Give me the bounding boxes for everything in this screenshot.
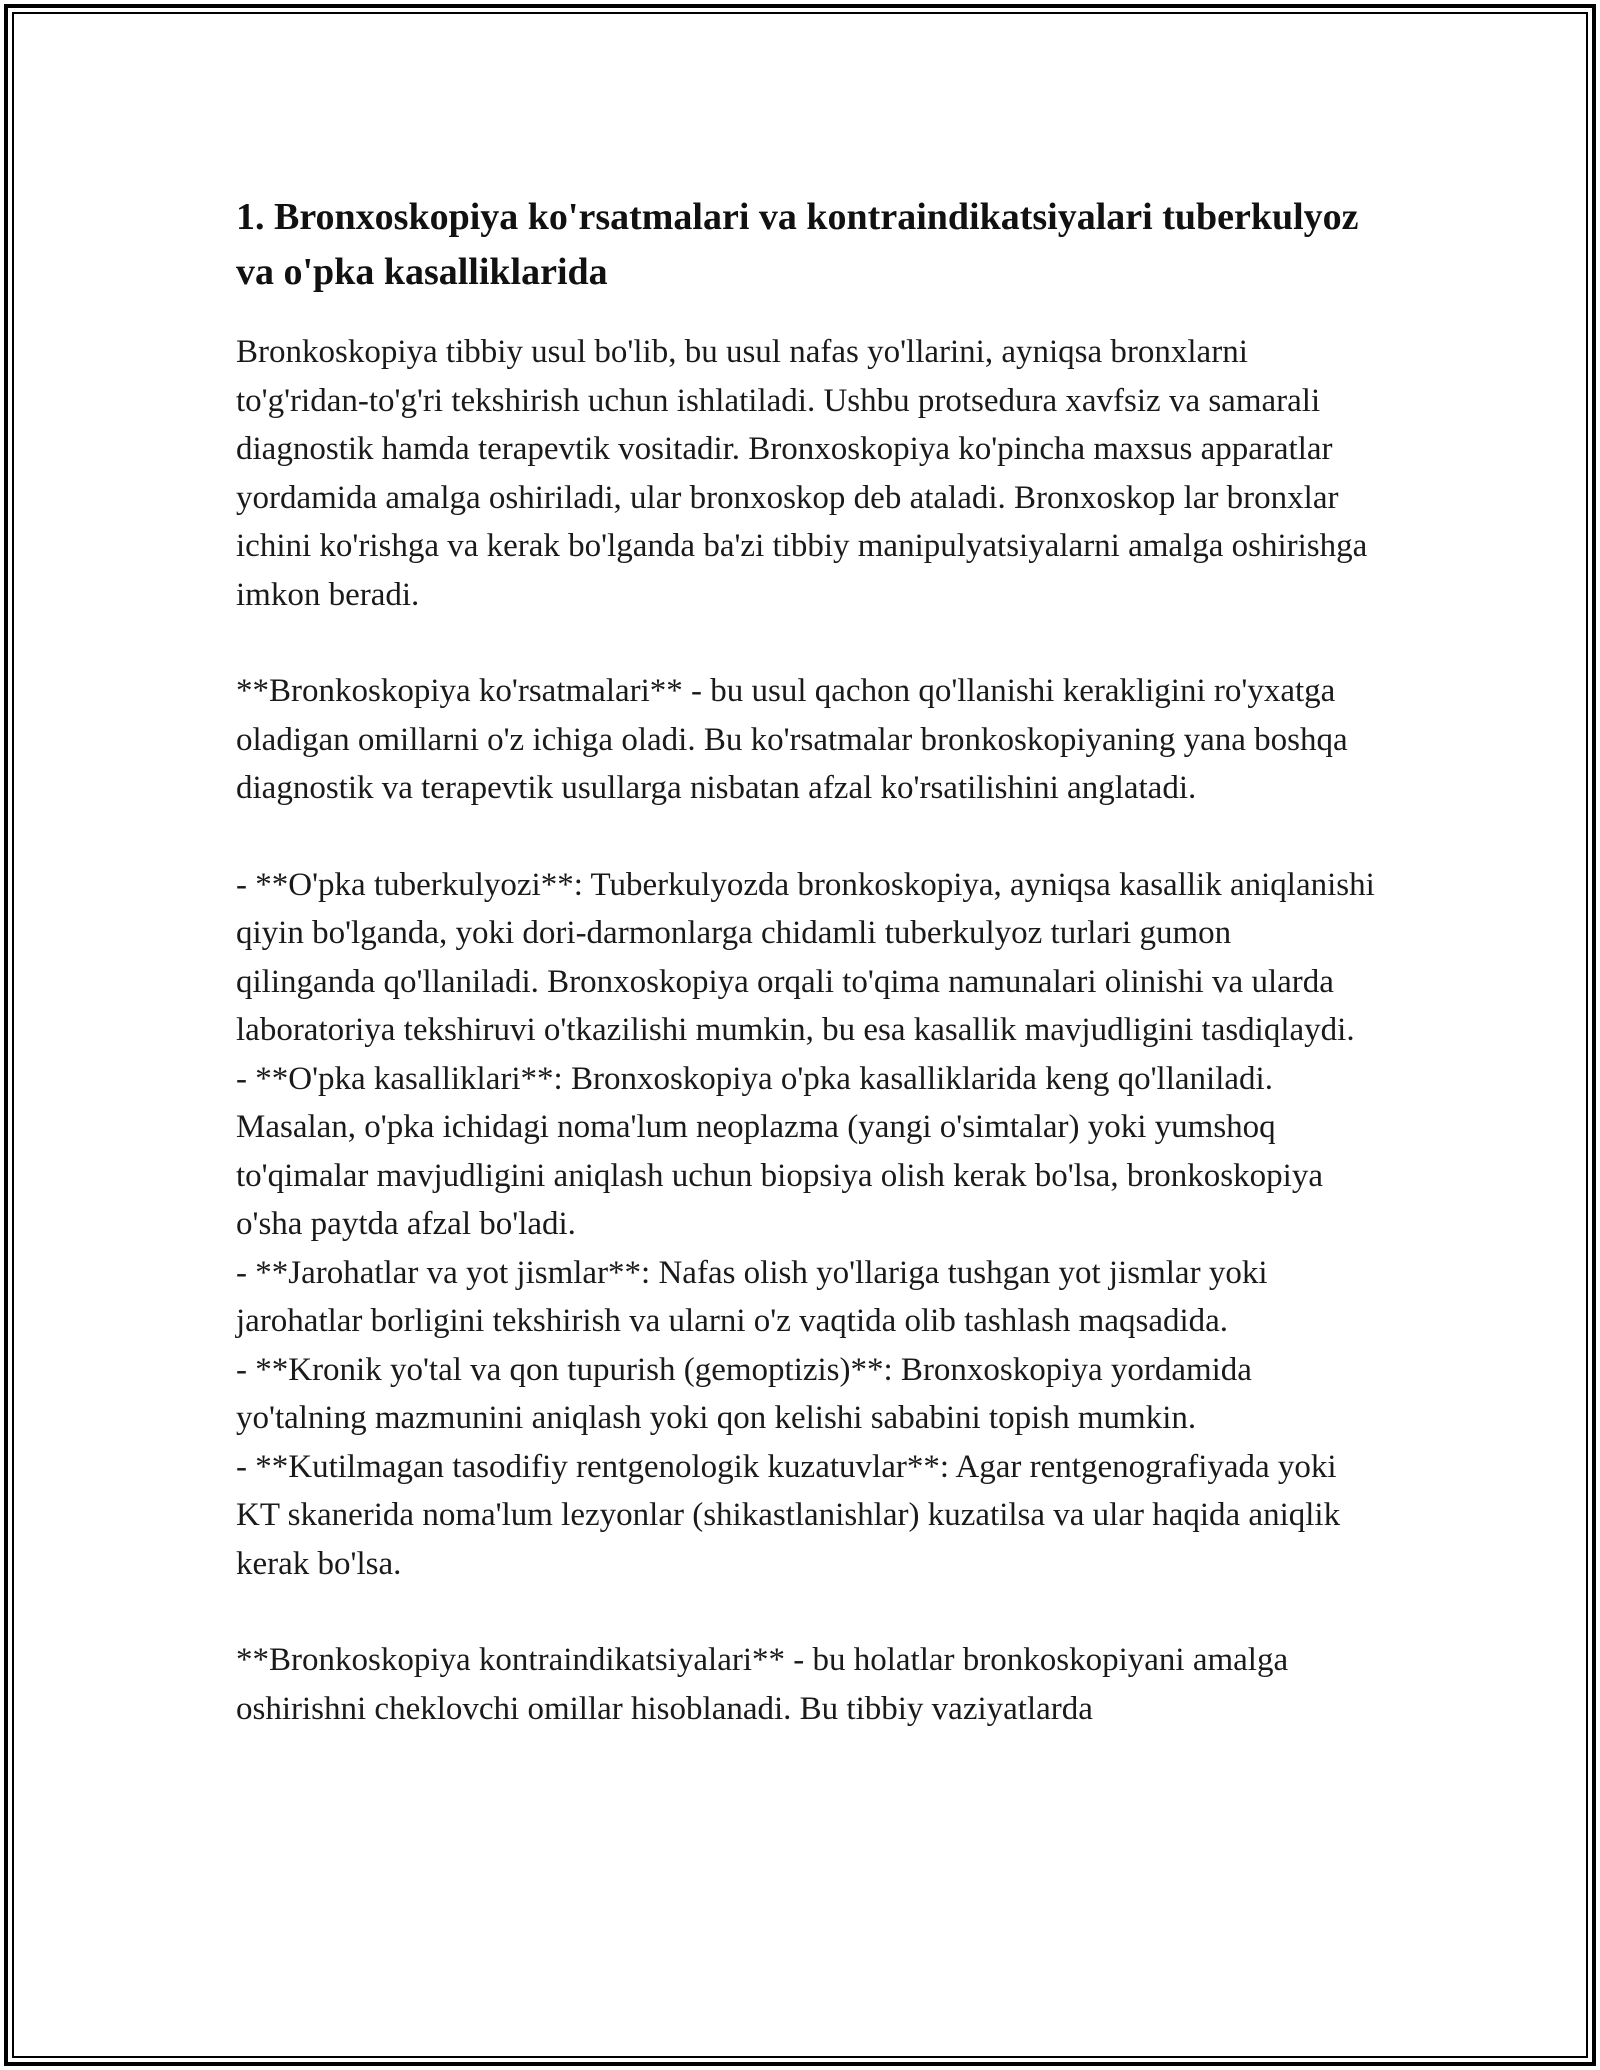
list-item-injuries-foreign-bodies: - **Jarohatlar va yot jismlar**: Nafas olish yo'llariga tushgan yot jismlar yoki jarohatlar borligini tekshirish va ularni o'z vaqtida olib tashlash maqsadida. <box>236 1254 1268 1339</box>
list-item-radiologic-findings: - **Kutilmagan tasodifiy rentgenologik kuzatuvlar**: Agar rentgenografiyada yoki KT skanerida noma'lum lezyonlar (shikastlanishlar) kuzatilsa va ular haqida aniqlik kerak bo'lsa. <box>236 1448 1341 1582</box>
list-item-chronic-cough: - **Kronik yo'tal va qon tupurish (gemoptizis)**: Bronxoskopiya yordamida yo'talning mazmunini aniqlash yoki qon kelishi sababini topish mumkin. <box>236 1351 1252 1436</box>
list-item-lung-diseases: - **O'pka kasalliklari**: Bronxoskopiya o'pka kasalliklarida keng qo'llaniladi. Masalan, o'pka ichidagi noma'lum neoplazma (yangi o'simtalar) yoki yumshoq to'qimalar mavjudligini aniqlash uchun biopsiya olish kerak bo'lsa, bronkoskopiya o'sha paytda afzal bo'ladi. <box>236 1060 1323 1242</box>
document-body <box>236 190 1376 1781</box>
contraindications-paragraph: **Bronkoskopiya kontraindikatsiyalari** - bu holatlar bronkoskopiyani amalga oshirishni cheklovchi omillar hisoblanadi. Bu tibbiy vaziyatlarda <box>236 1642 1289 1727</box>
section-title: 1. Bronxoskopiya ko'rsatmalari va kontraindikatsiyalari tuberkulyoz va o'pka kasalliklarida <box>236 196 1359 293</box>
intro-paragraph: Bronkoskopiya tibbiy usul bo'lib, bu usul nafas yo'llarini, ayniqsa bronxlarni to'g'ridan-to'g'ri tekshirish uchun ishlatiladi. Ushbu protsedura xavfsiz va samarali diagnostik hamda terapevtik vositadir. Bronxoskopiya ko'pincha maxsus apparatlar yordamida amalga oshiriladi, ular bronxoskop deb ataladi. Bronxoskop lar bronxlar ichini ko'rishga va kerak bo'lganda ba'zi tibbiy manipulyatsiyalarni amalga oshirishga imkon beradi. <box>236 334 1368 613</box>
indications-list <box>236 861 1376 1589</box>
indications-paragraph: **Bronkoskopiya ko'rsatmalari** - bu usul qachon qo'llanishi kerakligini ro'yxatga oladigan omillarni o'z ichiga oladi. Bu ko'rsatmalar bronkoskopiyaning yana boshqa diagnostik va terapevtik usullarga nisbatan afzal ko'rsatilishini anglatadi. <box>236 673 1348 806</box>
list-item-tuberculosis: - **O'pka tuberkulyozi**: Tuberkulyozda bronkoskopiya, ayniqsa kasallik aniqlanishi qiyin bo'lganda, yoki dori-darmonlarga chidamli tuberkulyoz turlari gumon qilinganda qo'llaniladi. Bronxoskopiya orqali to'qima namunalari olinishi va ularda laboratoriya tekshiruvi o'tkazilishi mumkin, bu esa kasallik mavjudligini tasdiqlaydi. <box>236 866 1375 1048</box>
